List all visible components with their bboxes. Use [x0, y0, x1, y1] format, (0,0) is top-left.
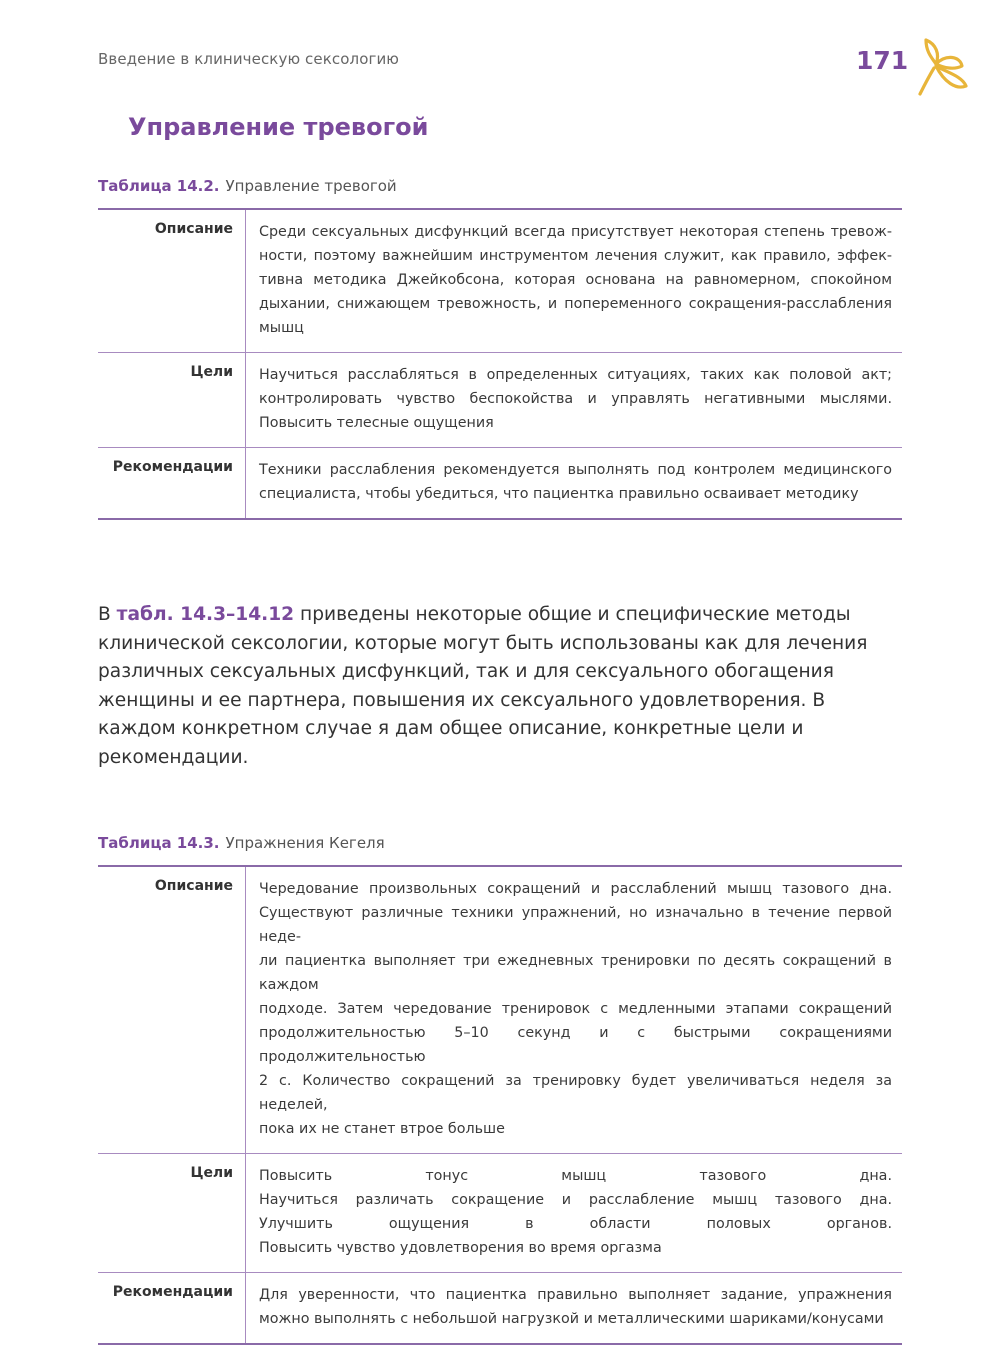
table-14-3-caption-number: Таблица 14.3.	[98, 834, 220, 852]
text-line: пока их не станет втрое больше	[259, 1121, 505, 1137]
text-line: можно выполнять с небольшой нагрузкой и металлическими шариками/конусами	[259, 1311, 884, 1327]
table-14-3-caption-title: Упражнения Кегеля	[225, 834, 385, 852]
row-label: Рекомендации	[98, 448, 246, 520]
row-label: Описание	[98, 866, 246, 1154]
text-line: Для уверенности, что пациентка правильно выполняет задание, упражнения	[259, 1287, 892, 1303]
row-text	[246, 1273, 903, 1345]
text-line: Повысить чувство удовлетворения во время оргазма	[259, 1240, 662, 1256]
table-14-2-caption-title: Управление тревогой	[225, 177, 397, 195]
text-line: дыхании, снижающем тревожность, и попеременного сокращения-расслабления	[259, 296, 892, 312]
text-line: Улучшить ощущения в области половых органов.	[259, 1216, 892, 1232]
text-line: Научиться различать сокращение и расслабление мышц тазового дна.	[259, 1192, 892, 1208]
paragraph-lead: В	[98, 604, 117, 625]
text-line: тивна методика Джейкобсона, которая основана на равномерном, спокойном	[259, 272, 892, 288]
row-text	[246, 209, 903, 353]
table-row	[98, 1273, 902, 1345]
text-line: специалиста, чтобы убедиться, что пациентка правильно осваивает методику	[259, 486, 859, 502]
table-14-2-caption	[98, 177, 397, 195]
table-row	[98, 1154, 902, 1273]
text-line: продолжительностью 5–10 секунд и с быстрыми сокращениями продолжительностью	[259, 1025, 892, 1065]
text-line: Техники расслабления рекомендуется выполнять под контролем медицинского	[259, 462, 892, 478]
section-heading: Управление тревогой	[128, 113, 429, 141]
text-line: Существуют различные техники упражнений, но изначально в течение первой неде-	[259, 905, 892, 945]
row-text	[246, 866, 903, 1154]
row-label: Рекомендации	[98, 1273, 246, 1345]
text-line: мышц	[259, 320, 304, 336]
text-line: Повысить тонус мышц тазового дна.	[259, 1168, 892, 1184]
text-line: 2 с. Количество сокращений за тренировку будет увеличиваться неделя за неделей,	[259, 1073, 892, 1113]
text-line: контролировать чувство беспокойства и управлять негативными мыслями.	[259, 391, 892, 407]
table-reference-link[interactable]: табл. 14.3–14.12	[116, 604, 295, 625]
row-label: Описание	[98, 209, 246, 353]
text-line: Повысить телесные ощущения	[259, 415, 494, 431]
row-label: Цели	[98, 353, 246, 448]
table-14-2-caption-number: Таблица 14.2.	[98, 177, 220, 195]
body-paragraph	[98, 601, 902, 772]
table-row	[98, 353, 902, 448]
table-14-3	[98, 865, 902, 1345]
table-row	[98, 209, 902, 353]
row-text	[246, 448, 903, 520]
table-row	[98, 866, 902, 1154]
running-title: Введение в клиническую сексологию	[98, 50, 400, 68]
table-row	[98, 448, 902, 520]
row-text	[246, 1154, 903, 1273]
page-number: 171	[856, 46, 909, 75]
table-14-3-caption	[98, 834, 385, 852]
text-line: подходе. Затем чередование тренировок с медленными этапами сокращений	[259, 1001, 892, 1017]
table-14-2	[98, 208, 902, 520]
text-line: Научиться расслабляться в определенных ситуациях, таких как половой акт;	[259, 367, 892, 383]
row-label: Цели	[98, 1154, 246, 1273]
text-line: Среди сексуальных дисфункций всегда присутствует некоторая степень тревож-	[259, 224, 892, 240]
row-text	[246, 353, 903, 448]
text-line: ли пациентка выполняет три ежедневных тренировки по десять сокращений в каждом	[259, 953, 892, 993]
butterfly-logo-icon	[916, 36, 970, 98]
text-line: Чередование произвольных сокращений и расслаблений мышц тазового дна.	[259, 881, 892, 897]
paragraph-text: приведены некоторые общие и специфические методы клинической сексологии, которые могут быть использованы как для лечения различных сексуальных дисфункций, так и для сексуального обогащения женщины и ее партнера, повышения их сексуального удовлетворения. В каждом конкретном случае я дам общее описание, конкретные цели и рекомендации.	[98, 604, 868, 768]
text-line: ности, поэтому важнейшим инструментом лечения служит, как правило, эффек-	[259, 248, 892, 264]
